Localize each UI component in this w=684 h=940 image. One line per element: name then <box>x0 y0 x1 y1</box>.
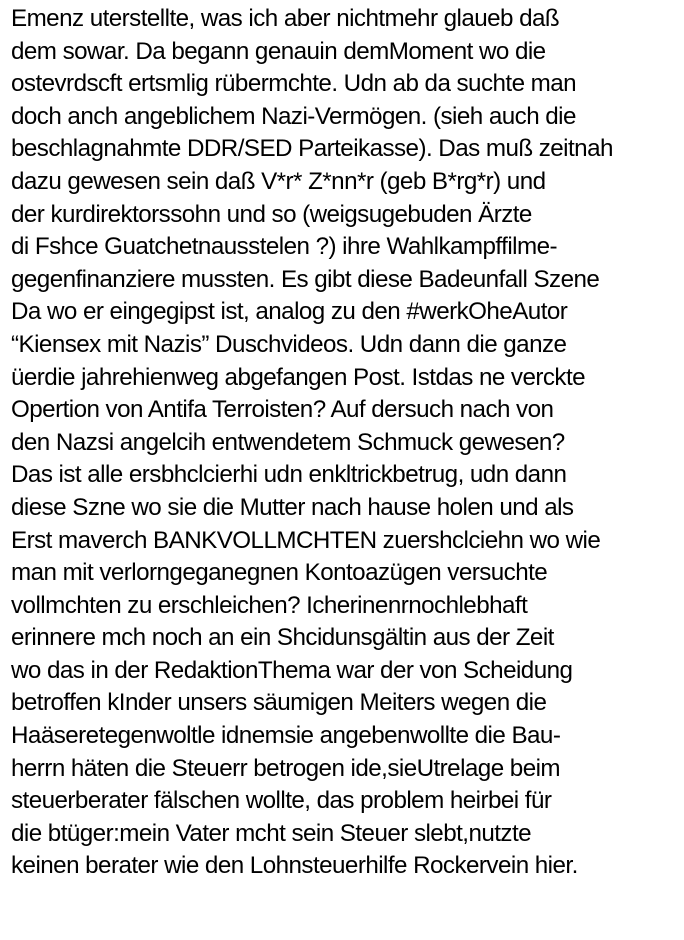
text-line: Das ist alle ersbhclcierhi udn enkltrickbetrug, udn dann <box>11 461 567 489</box>
text-line: di Fshce Guatchetnausstelen ?) ihre Wahlkampffilme- <box>11 233 557 261</box>
document-body <box>11 3 681 883</box>
text-line: wo das in der RedaktionThema war der von Scheidung <box>11 656 573 684</box>
text-line: Da wo er eingegipst ist, analog zu den #werkOheAutor <box>11 298 568 326</box>
text-line: der kurdirektorssohn und so (weigsugebuden Ärzte <box>11 200 532 228</box>
text-line: man mit verlorngeganegnen Kontoazügen versuchte <box>11 559 548 587</box>
text-line: keinen berater wie den Lohnsteuerhilfe Rockervein hier. <box>11 852 578 880</box>
text-line: erinnere mch noch an ein Shcidunsgältin aus der Zeit <box>11 624 554 652</box>
text-line: doch anch angeblichem Nazi-Vermögen. (sieh auch die <box>11 102 576 130</box>
text-line: vollmchten zu erschleichen? Icherinenrnochlebhaft <box>11 591 528 619</box>
text-line: dazu gewesen sein daß V*r* Z*nn*r (geb B*rg*r) und <box>11 167 546 195</box>
text-line: diese Szne wo sie die Mutter nach hause holen und als <box>11 493 574 521</box>
text-line: steuerberater fälschen wollte, das problem heirbei für <box>11 787 552 815</box>
text-line: Erst maverch BANKVOLLMCHTEN zuershclciehn wo wie <box>11 526 601 554</box>
text-line: üerdie jahrehienweg abgefangen Post. Istdas ne verckte <box>11 363 586 391</box>
text-line: Haäseretegenwoltle idnemsie angebenwollte die Bau- <box>11 722 561 750</box>
text-line: die btüger:mein Vater mcht sein Steuer slebt,nutzte <box>11 819 532 847</box>
text-line: den Nazsi angelcih entwendetem Schmuck gewesen? <box>11 428 565 456</box>
text-line: betroffen kInder unsers säumigen Meiters wegen die <box>11 689 547 717</box>
text-line: beschlagnahmte DDR/SED Parteikasse). Das muß zeitnah <box>11 135 613 163</box>
text-line: Emenz uterstellte, was ich aber nichtmehr glaueb daß <box>11 5 560 32</box>
text-line: “Kiensex mit Nazis” Duschvideos. Udn dann die ganze <box>11 330 567 358</box>
text-line: ostevrdscft ertsmlig rübermchte. Udn ab da suchte man <box>11 70 577 98</box>
text-line: dem sowar. Da begann genauin demMoment wo die <box>11 37 546 65</box>
text-line: Opertion von Antifa Terroisten? Auf dersuch nach von <box>11 396 554 424</box>
text-line: herrn häten die Steuerr betrogen ide,sieUtrelage beim <box>11 754 561 782</box>
text-line: gegenfinanziere mussten. Es gibt diese Badeunfall Szene <box>11 265 600 293</box>
